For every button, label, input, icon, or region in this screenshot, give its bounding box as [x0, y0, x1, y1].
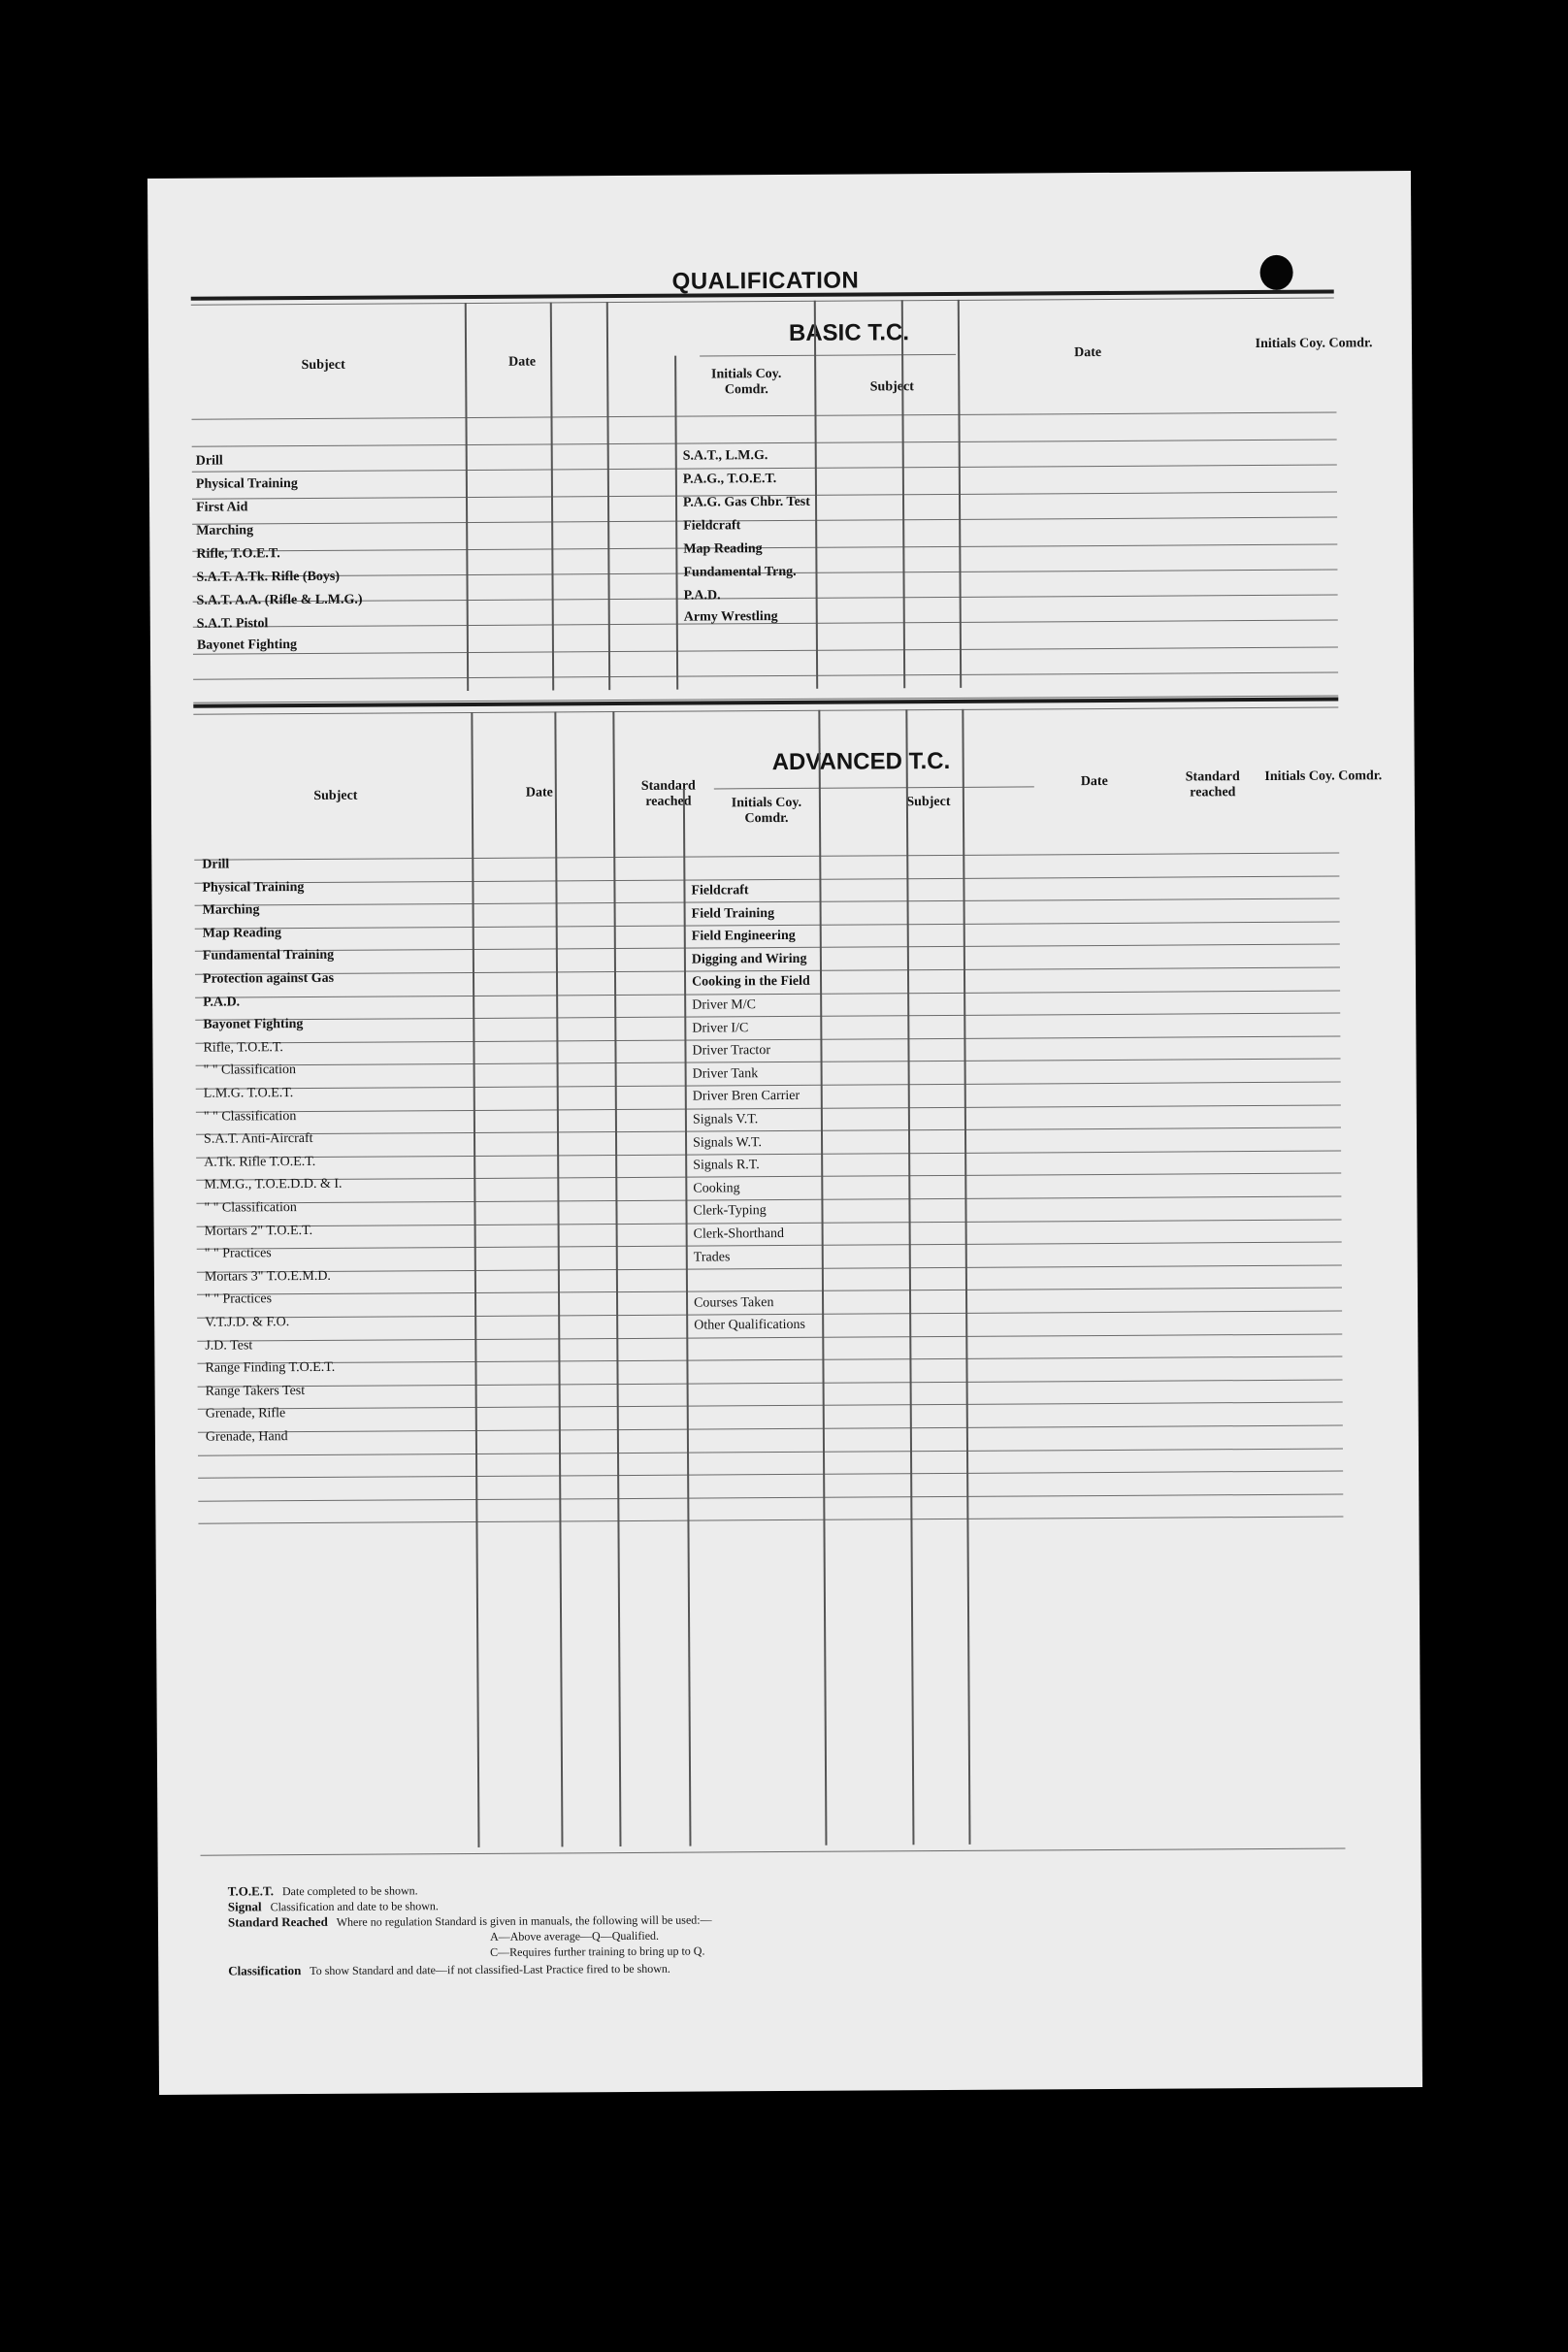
row-rule: [197, 1242, 1342, 1250]
advanced-subject-right-19: Other Qualifications: [694, 1318, 805, 1333]
advanced-subject-right-10: Signals V.T.: [692, 1112, 759, 1127]
row-rule: [195, 990, 1340, 997]
row-rule: [198, 1471, 1343, 1479]
standard-a-note: A—Above average—Q—Qualified.: [490, 1928, 660, 1944]
advanced-subject-16: Mortars 2" T.O.E.T.: [204, 1223, 313, 1239]
row-rule: [198, 1379, 1343, 1387]
advanced-subject-right-14: Clerk-Typing: [693, 1203, 767, 1219]
basic-subject-right-6: P.A.D.: [683, 588, 721, 604]
row-rule: [197, 1310, 1342, 1318]
row-rule: [198, 1448, 1343, 1455]
row-rule: [201, 1847, 1346, 1855]
advanced-subject-15: " " Classification: [204, 1200, 297, 1216]
basic-subject-right-5: Fundamental Trng.: [683, 564, 797, 580]
advanced-subject-right-15: Clerk-Shorthand: [693, 1226, 785, 1242]
advanced-standard-header: Standard reached: [640, 778, 696, 809]
advanced-subject-right-12: Signals R.T.: [693, 1158, 760, 1173]
advanced-subject-right-4: Cooking in the Field: [692, 974, 810, 990]
advanced-subject-9: " " Classification: [203, 1062, 297, 1079]
classification-note-text: To show Standard and date—if not classified-Last Practice fired to be shown.: [310, 1961, 670, 1978]
advanced-subject2-header: Subject: [906, 794, 951, 810]
advanced-subject-7: Bayonet Fighting: [203, 1017, 304, 1032]
signal-note: [228, 1898, 439, 1914]
signal-note-label: Signal: [227, 1899, 262, 1914]
column-rule: [612, 711, 621, 1846]
standard-note-label: Standard Reached: [227, 1913, 328, 1930]
advanced-subject-11: " " Classification: [203, 1108, 297, 1125]
row-rule: [714, 786, 1034, 789]
advanced-subject-right-9: Driver Bren Carrier: [692, 1089, 800, 1104]
toet-note-label: T.O.E.T.: [227, 1883, 275, 1899]
ink-blot: [1259, 255, 1292, 290]
row-rule: [195, 1013, 1340, 1021]
row-rule: [198, 1493, 1343, 1501]
advanced-subject-25: Grenade, Hand: [205, 1429, 288, 1445]
row-rule: [197, 1288, 1342, 1295]
advanced-subject-18: Mortars 3" T.O.E.M.D.: [204, 1268, 331, 1285]
advanced-subject-right-0: Fieldcraft: [691, 883, 749, 898]
column-rule: [471, 712, 479, 1847]
advanced-subject-5: Protection against Gas: [202, 970, 335, 987]
basic-initials-header: Initials Coy. Comdr.: [710, 367, 782, 398]
basic-heading: BASIC T.C.: [788, 319, 910, 346]
row-rule: [197, 1333, 1342, 1341]
row-rule: [197, 1356, 1342, 1364]
row-rule: [198, 1402, 1343, 1410]
row-rule: [195, 921, 1340, 929]
advanced-subject-8: Rifle, T.O.E.T.: [203, 1039, 283, 1056]
row-rule: [198, 1517, 1343, 1524]
basic-subject-6: S.A.T. A.A. (Rifle & L.M.G.): [196, 592, 363, 608]
row-rule: [196, 1104, 1341, 1112]
advanced-subject-right-3: Digging and Wiring: [691, 951, 807, 967]
standard-note-text: Where no regulation Standard is given in manuals, the following will be used:—: [336, 1912, 712, 1929]
advanced-date-header: Date: [525, 785, 553, 800]
row-rule: [196, 1082, 1341, 1090]
row-rule: [195, 944, 1340, 952]
row-rule: [194, 875, 1339, 883]
row-rule: [193, 647, 1338, 655]
column-rule: [674, 356, 678, 690]
basic-subject-right-0: S.A.T., L.M.G.: [682, 448, 768, 464]
toet-note: [228, 1882, 418, 1899]
advanced-subject-12: S.A.T. Anti-Aircraft: [203, 1131, 313, 1147]
basic-date2-header: Date: [1074, 344, 1102, 361]
advanced-subject-4: Fundamental Training: [202, 948, 335, 964]
column-rule: [962, 709, 970, 1845]
basic-subject-7: S.A.T. Pistol: [196, 616, 269, 632]
basic-subject-3: Marching: [196, 523, 254, 539]
classification-note: [228, 1961, 670, 1979]
advanced-subject-3: Map Reading: [202, 925, 282, 941]
basic-subject-right-4: Map Reading: [683, 541, 763, 557]
advanced-subject-21: J.D. Test: [205, 1337, 253, 1354]
row-rule: [193, 672, 1338, 680]
advanced-subject-6: P.A.D.: [203, 995, 241, 1010]
basic-subject-8: Bayonet Fighting: [196, 637, 298, 653]
row-rule: [700, 354, 956, 357]
column-rule: [818, 710, 827, 1846]
row-rule: [197, 1264, 1342, 1272]
record-sheet: [147, 171, 1422, 2095]
advanced-subject-right-11: Signals W.T.: [693, 1134, 763, 1151]
advanced-subject-header: Subject: [313, 788, 358, 803]
basic-subject2-header: Subject: [869, 379, 914, 395]
advanced-subject-19: " " Practices: [204, 1291, 273, 1308]
advanced-subject-right-2: Field Engineering: [691, 929, 796, 944]
basic-subject-4: Rifle, T.O.E.T.: [196, 546, 280, 562]
column-rule: [905, 709, 914, 1845]
row-rule: [193, 595, 1338, 603]
row-rule: [197, 1219, 1342, 1226]
advanced-subject-13: A.Tk. Rifle T.O.E.T.: [204, 1154, 316, 1170]
advanced-subject-23: Range Takers Test: [205, 1383, 306, 1399]
advanced-subject-22: Range Finding T.O.E.T.: [205, 1360, 336, 1376]
row-rule: [196, 1195, 1341, 1203]
basic-subject-header: Subject: [301, 357, 345, 374]
row-rule: [196, 1127, 1341, 1135]
advanced-heading: ADVANCED T.C.: [771, 747, 951, 776]
row-rule: [194, 853, 1339, 861]
advanced-subject-20: V.T.J.D. & F.O.: [205, 1315, 290, 1330]
row-rule: [196, 1059, 1341, 1066]
basic-subject-right-3: Fieldcraft: [683, 518, 741, 534]
basic-subject-1: Physical Training: [195, 476, 298, 492]
advanced-subject-right-8: Driver Tank: [692, 1065, 759, 1082]
page-title: QUALIFICATION: [671, 267, 860, 295]
advanced-subject-14: M.M.G., T.O.E.D.D. & I.: [204, 1177, 343, 1193]
row-rule: [195, 898, 1340, 906]
row-rule: [193, 707, 1338, 715]
advanced-subject-right-18: Courses Taken: [694, 1294, 774, 1311]
advanced-date2-header: Date: [1080, 773, 1108, 790]
advanced-subject-right-1: Field Training: [691, 905, 775, 922]
basic-initials2-header: Initials Coy. Comdr.: [1255, 336, 1373, 352]
row-rule: [196, 1150, 1341, 1158]
advanced-subject-right-16: Trades: [693, 1249, 731, 1265]
basic-subject-0: Drill: [195, 453, 223, 469]
basic-subject-right-7: Army Wrestling: [683, 609, 778, 625]
advanced-subject-24: Grenade, Rifle: [205, 1406, 286, 1422]
advanced-subject-right-13: Cooking: [693, 1181, 740, 1196]
row-rule: [198, 1424, 1343, 1432]
advanced-subject-1: Physical Training: [202, 879, 305, 896]
column-rule: [554, 711, 563, 1846]
advanced-subject-0: Drill: [202, 857, 230, 872]
basic-subject-right-2: P.A.G. Gas Chbr. Test: [682, 494, 810, 510]
row-rule: [192, 517, 1337, 525]
standard-c-note: C—Requires further training to bring up to Q.: [490, 1944, 705, 1959]
advanced-initials-header: Initials Coy. Comdr.: [731, 795, 802, 827]
advanced-initials2-header: Initials Coy. Comdr.: [1264, 768, 1383, 784]
row-rule: [195, 1035, 1340, 1043]
row-rule: [196, 1173, 1341, 1181]
basic-date-header: Date: [508, 354, 537, 370]
advanced-standard2-header: Standard reached: [1185, 769, 1240, 800]
advanced-subject-10: L.M.G. T.O.E.T.: [203, 1086, 294, 1101]
classification-note-label: Classification: [228, 1963, 302, 1978]
basic-subject-5: S.A.T. A.Tk. Rifle (Boys): [196, 569, 341, 585]
row-rule: [191, 412, 1336, 420]
advanced-subject-2: Marching: [202, 902, 260, 918]
advanced-subject-right-7: Driver Tractor: [692, 1043, 771, 1059]
basic-subject-right-1: P.A.G., T.O.E.T.: [682, 472, 777, 487]
advanced-subject-right-5: Driver M/C: [692, 997, 756, 1013]
row-rule: [192, 544, 1337, 552]
advanced-subject-right-6: Driver I/C: [692, 1020, 749, 1036]
row-rule: [195, 967, 1340, 975]
row-rule: [192, 440, 1337, 447]
basic-subject-2: First Aid: [196, 500, 248, 515]
toet-note-text: Date completed to be shown.: [281, 1883, 418, 1899]
advanced-subject-17: " " Practices: [204, 1246, 272, 1261]
signal-note-text: Classification and date to be shown.: [270, 1899, 439, 1914]
